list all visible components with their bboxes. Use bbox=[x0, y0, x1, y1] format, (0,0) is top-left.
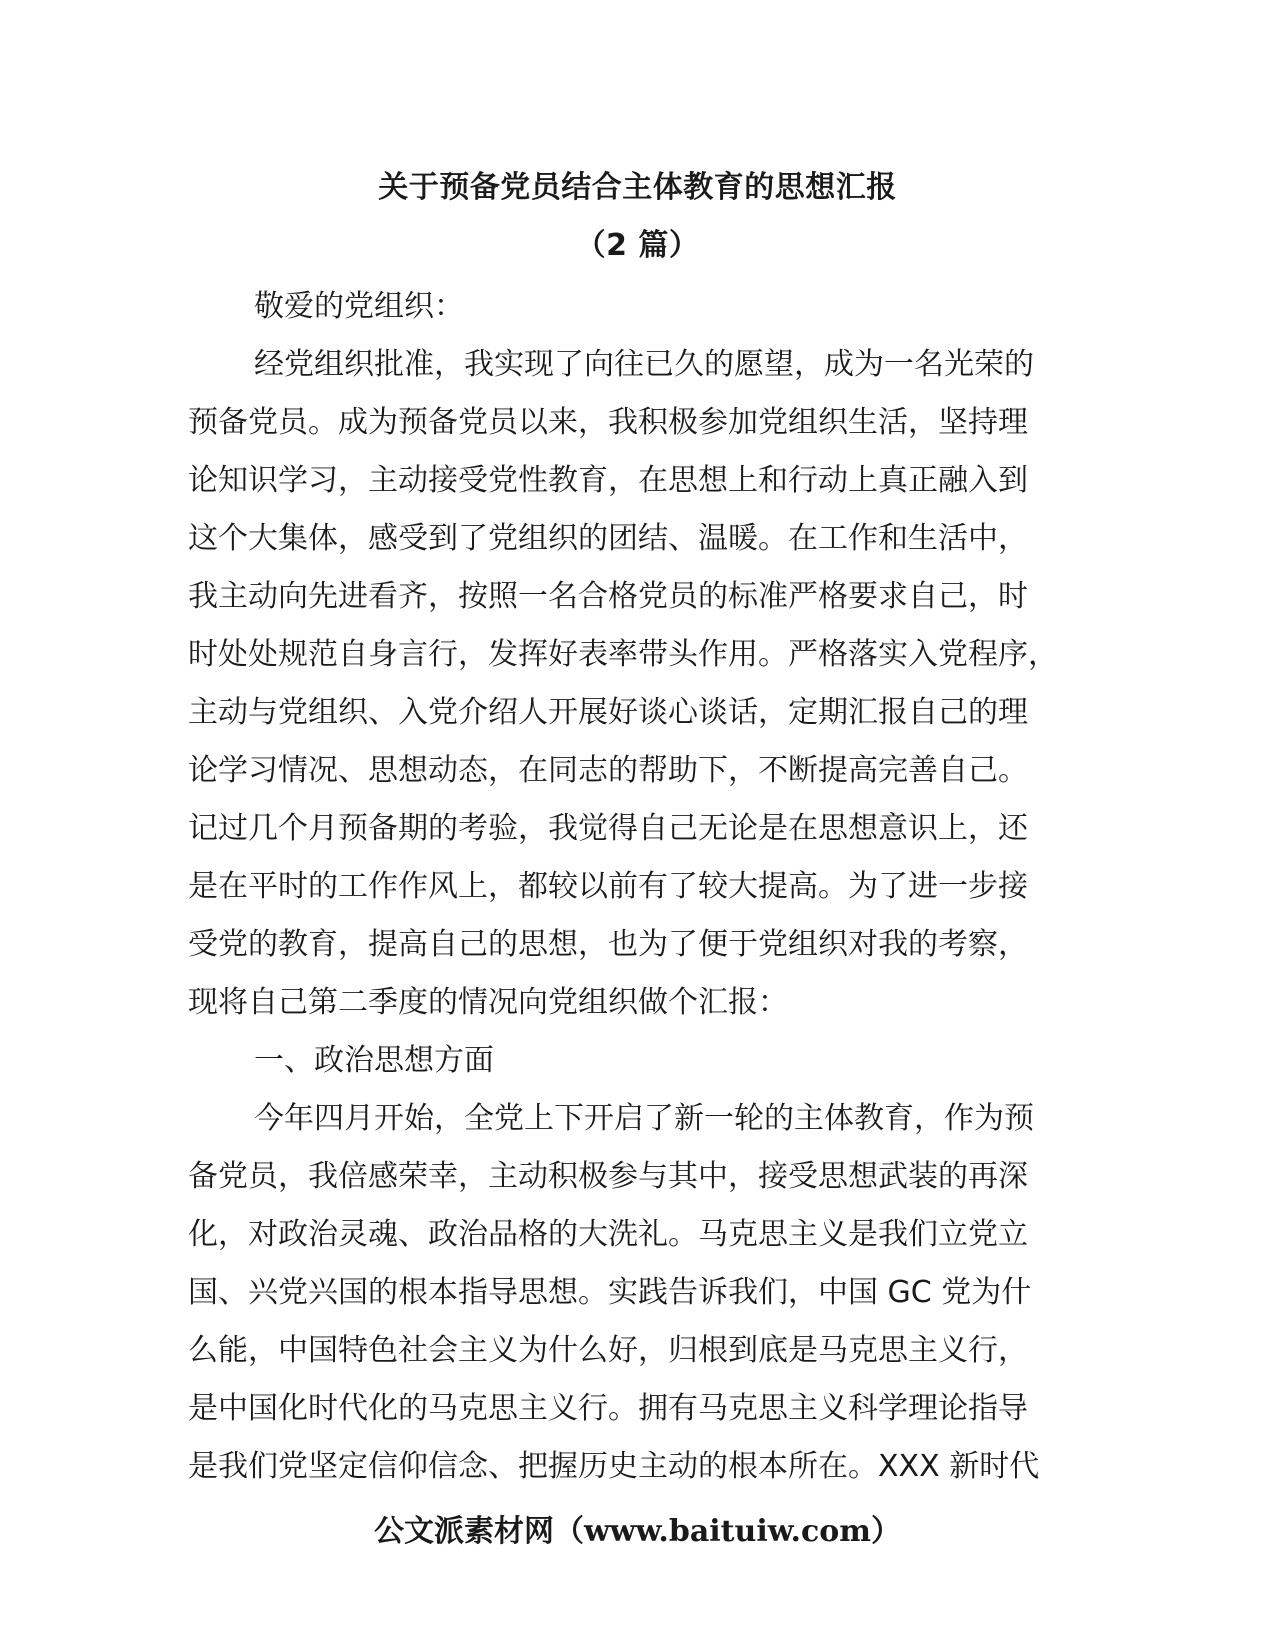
body-line: 这个大集体，感受到了党组织的团结、温暖。在工作和生活中， bbox=[188, 521, 1028, 556]
body-line: 预备党员。成为预备党员以来，我积极参加党组织生活，坚持理 bbox=[188, 405, 1028, 440]
body-line: 么能，中国特色社会主义为什么好，归根到底是马克思主义行， bbox=[188, 1333, 1028, 1368]
body-line: 一、政治思想方面 bbox=[254, 1043, 494, 1078]
body-line: 备党员，我倍感荣幸，主动积极参与其中，接受思想武装的再深 bbox=[188, 1159, 1028, 1194]
footer-watermark: 公文派素材网（www.baituiw.com） bbox=[373, 1514, 902, 1549]
body-line: 国、兴党兴国的根本指导思想。实践告诉我们，中国 GC 党为什 bbox=[188, 1275, 1032, 1310]
body-line: 我主动向先进看齐，按照一名合格党员的标准严格要求自己，时 bbox=[188, 579, 1028, 614]
document-subtitle: （2 篇） bbox=[575, 228, 700, 263]
body-line: 是我们党坚定信仰信念、把握历史主动的根本所在。XXX 新时代 bbox=[188, 1449, 1040, 1484]
body-line: 敬爱的党组织： bbox=[254, 289, 464, 324]
body-line: 主动与党组织、入党介绍人开展好谈心谈话，定期汇报自己的理 bbox=[188, 695, 1028, 730]
document-title: 关于预备党员结合主体教育的思想汇报 bbox=[378, 170, 897, 205]
body-line: 化，对政治灵魂、政治品格的大洗礼。马克思主义是我们立党立 bbox=[188, 1217, 1028, 1252]
body-line: 今年四月开始，全党上下开启了新一轮的主体教育，作为预 bbox=[254, 1101, 1034, 1136]
body-line: 是中国化时代化的马克思主义行。拥有马克思主义科学理论指导 bbox=[188, 1391, 1028, 1426]
body-line: 现将自己第二季度的情况向党组织做个汇报： bbox=[188, 985, 788, 1020]
document-body bbox=[188, 278, 1088, 1496]
body-line: 受党的教育，提高自己的思想，也为了便于党组织对我的考察， bbox=[188, 927, 1028, 962]
body-line: 论知识学习，主动接受党性教育，在思想上和行动上真正融入到 bbox=[188, 463, 1028, 498]
body-line: 记过几个月预备期的考验，我觉得自己无论是在思想意识上，还 bbox=[188, 811, 1028, 846]
body-line: 时处处规范自身言行，发挥好表率带头作用。严格落实入党程序， bbox=[188, 637, 1058, 672]
body-line: 论学习情况、思想动态，在同志的帮助下，不断提高完善自己。 bbox=[188, 753, 1028, 788]
body-line: 是在平时的工作作风上，都较以前有了较大提高。为了进一步接 bbox=[188, 869, 1028, 904]
body-line: 经党组织批准，我实现了向往已久的愿望，成为一名光荣的 bbox=[254, 347, 1034, 382]
